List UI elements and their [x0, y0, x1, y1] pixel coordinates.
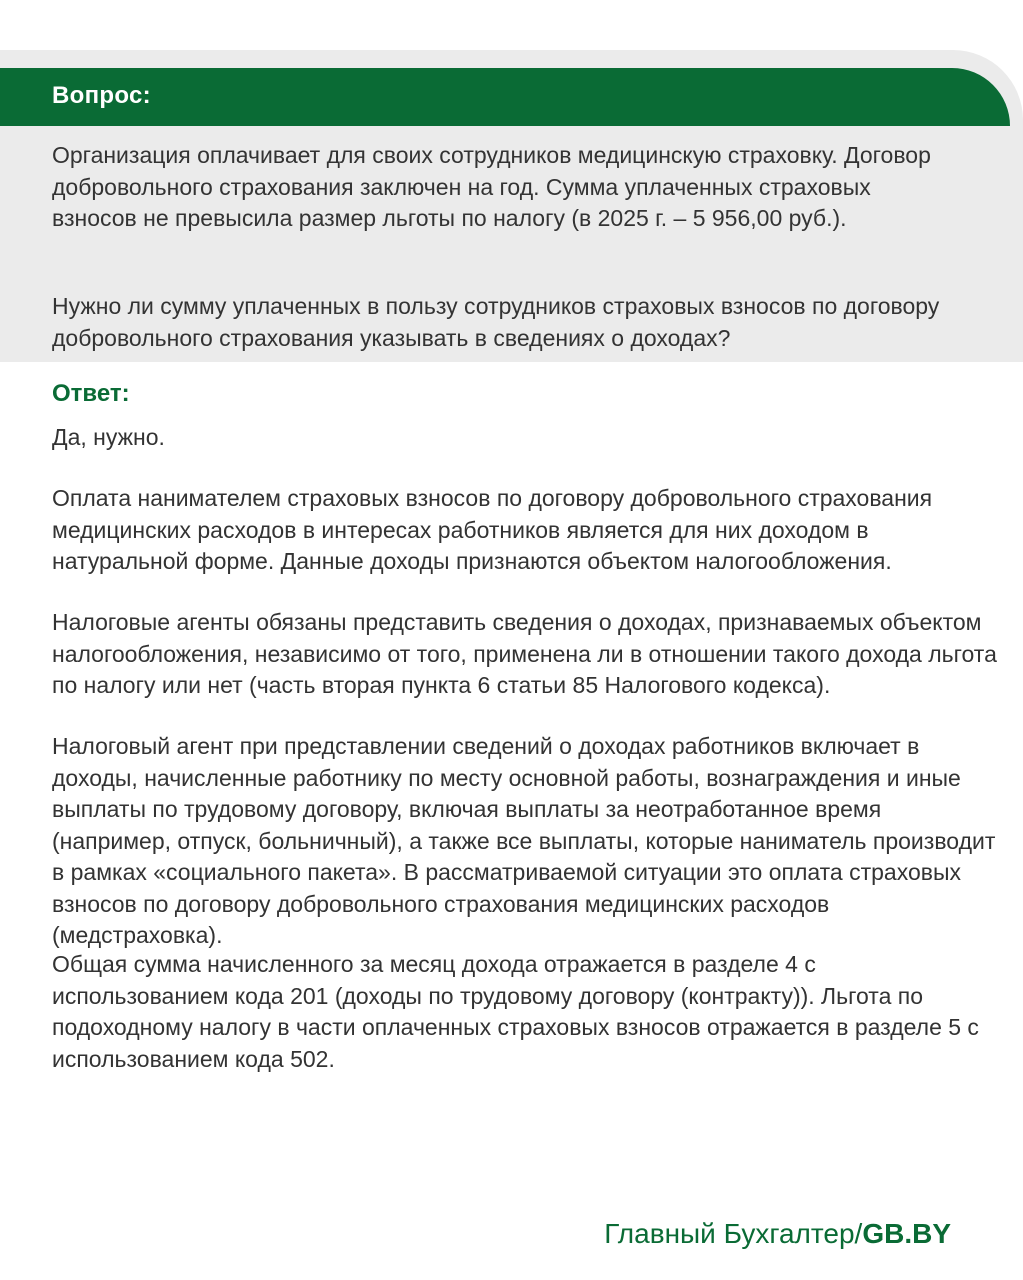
answer-paragraph-2: Оплата нанимателем страховых взносов по договору добровольного страхования медицинских расходов в интересах работников является для них доходом в натуральной форме. Данные доходы признаются объектом налогообложения. — [52, 485, 933, 574]
brand-domain: GB.BY — [862, 1218, 951, 1249]
answer-paragraph-3: Налоговые агенты обязаны представить сведения о доходах, признаваемых объектом налогообложения, независимо от того, применена ли в отношении такого дохода льгота по налогу или нет (часть вторая пункта 6 статьи 85 Налогового кодекса). — [52, 609, 997, 698]
answer-paragraph-4: Налоговый агент при представлении сведений о доходах работников включает в доходы, начисленные работнику по месту основной работы, вознаграждения и иные выплаты по трудовому договору, включая выплаты за неотработанное время (например, отпуск, больничный), а также все выплаты, которые наниматель производит в рамках «социального пакета». В рассматриваемой ситуации это оплата страховых взносов по договору добровольного страхования медицинских расходов (медстраховка). — [52, 733, 996, 948]
answer-paragraph-5: Общая сумма начисленного за месяц дохода отражается в разделе 4 с использованием кода 201 (доходы по трудовому договору (контракту)). Льгота по подоходному налогу в части оплаченных страховых взносов отражается в разделе 5 с использованием кода 502. — [52, 951, 979, 1072]
question-paragraph-1: Организация оплачивает для своих сотрудников медицинскую страховку. Договор добровольного страхования заключен на год. Сумма уплаченных страховых взносов не превысила размер льготы по налогу (в 2025 г. – 5 956,00 руб.). — [52, 142, 931, 231]
answer-title: Ответ: — [52, 380, 130, 407]
question-box — [0, 126, 1023, 362]
question-title: Вопрос: — [52, 82, 151, 109]
brand-name: Главный Бухгалтер/ — [604, 1218, 863, 1249]
question-paragraph-2: Нужно ли сумму уплаченных в пользу сотрудников страховых взносов по договору добровольного страхования указывать в сведениях о доходах? — [52, 293, 940, 351]
brand-logo — [604, 1218, 951, 1250]
question-header-band — [0, 68, 1010, 126]
answer-paragraph-1: Да, нужно. — [52, 424, 165, 450]
